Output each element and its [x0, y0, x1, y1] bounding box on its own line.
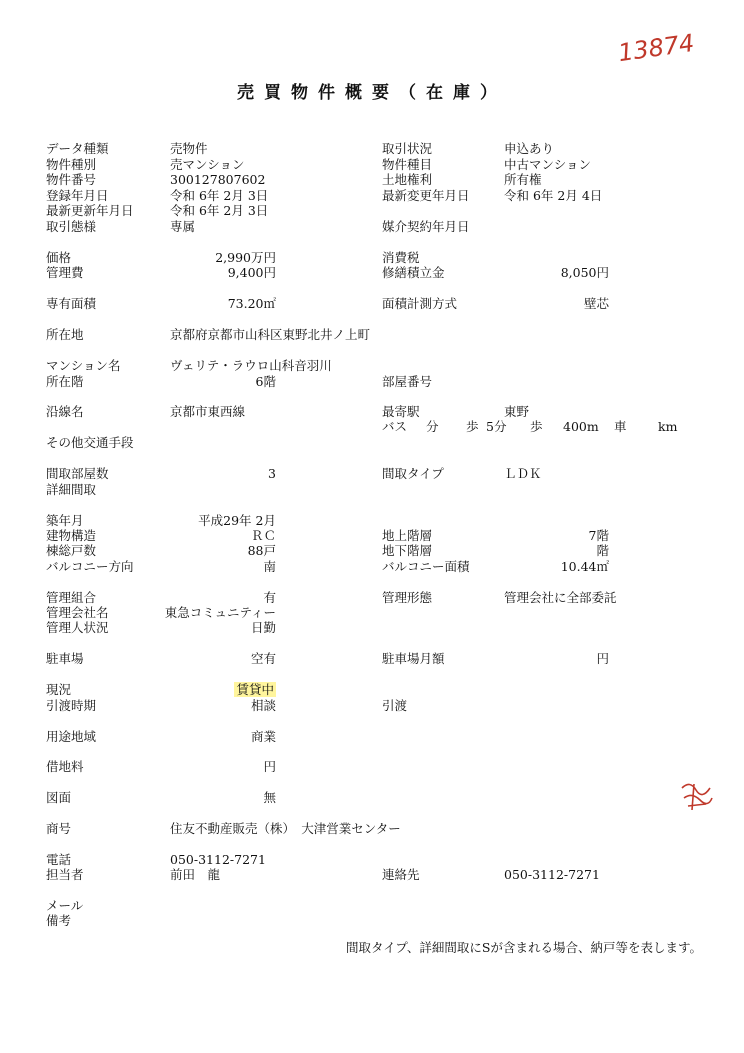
left-field-label: 詳細間取	[46, 482, 97, 497]
right-field-label: 媒介契約年月日	[382, 219, 470, 234]
right-field-value: 申込あり	[504, 141, 555, 156]
left-field-value: 専属	[170, 219, 196, 234]
left-field-label: マンション名	[46, 358, 121, 373]
transport-bus: バス	[382, 419, 408, 434]
left-field-value: 2,990万円	[215, 250, 276, 265]
handwritten-stamp-icon	[676, 778, 716, 814]
left-field-value: 空有	[250, 651, 276, 666]
left-field-value: 京都府京都市山科区東野北井ノ上町	[170, 327, 371, 342]
left-field-label: 借地料	[46, 759, 84, 774]
left-field-label: 専有面積	[46, 296, 97, 311]
left-field-value: 相談	[250, 698, 276, 713]
right-field-value: 050-3112-7271	[504, 867, 600, 882]
left-field-value: 売マンション	[170, 157, 245, 172]
right-field-label: 修繕積立金	[382, 265, 445, 280]
left-field-value: 前田 龍	[170, 867, 221, 882]
right-field-value: 中古マンション	[504, 157, 591, 172]
right-field-label: 最寄駅	[382, 404, 420, 419]
left-field-value: 無	[263, 790, 276, 805]
left-field-label: その他交通手段	[46, 435, 134, 450]
right-field-value: 令和 6年 2月 4日	[504, 188, 603, 203]
transport-km: km	[658, 419, 678, 434]
left-field-label: 管理費	[46, 265, 84, 280]
left-field-value: 050-3112-7271	[170, 852, 266, 867]
left-field-label: 駐車場	[46, 651, 84, 666]
left-field-label: 間取部屋数	[46, 466, 109, 481]
left-field-label: 引渡時期	[46, 698, 97, 713]
right-field-value: 7階	[588, 528, 609, 543]
left-field-label: 沿線名	[46, 404, 84, 419]
right-field-label: 面積計測方式	[382, 296, 458, 311]
left-field-value: 9,400円	[227, 265, 276, 280]
right-field-label: 土地権利	[382, 172, 433, 187]
left-field-value: 日勤	[250, 620, 276, 635]
right-field-label: 地下階層	[382, 543, 433, 558]
left-field-value: 売物件	[170, 141, 208, 156]
left-field-label: 所在地	[46, 327, 84, 342]
right-field-label: バルコニー面積	[382, 559, 470, 574]
right-field-value: ＬＤＫ	[504, 466, 542, 481]
left-field-value: 円	[263, 759, 276, 774]
document-title: 売買物件概要（在庫）	[237, 83, 507, 103]
right-field-label: 地上階層	[382, 528, 433, 543]
left-field-label: 所在階	[46, 374, 84, 389]
right-field-label: 管理形態	[382, 590, 433, 605]
left-field-value: 有	[263, 590, 276, 605]
left-field-value: 令和 6年 2月 3日	[170, 188, 269, 203]
right-field-label: 間取タイプ	[382, 466, 444, 481]
left-field-value: 賃貸中	[236, 682, 274, 697]
left-field-label: 商号	[46, 821, 72, 836]
left-field-label: 価格	[46, 250, 72, 265]
right-field-label: 最新変更年月日	[382, 188, 470, 203]
right-field-value: 円	[596, 651, 609, 666]
left-field-label: 担当者	[46, 867, 84, 882]
left-field-value: ヴェリテ・ラウロ山科音羽川	[170, 358, 332, 373]
left-field-label: バルコニー方向	[46, 559, 134, 574]
left-field-value: 88戸	[247, 543, 276, 558]
transport-distance: 400m	[563, 419, 599, 434]
left-field-label: 用途地域	[46, 729, 97, 744]
left-field-value: 南	[263, 559, 276, 574]
handwritten-number: 13874	[616, 28, 696, 68]
right-field-label: 駐車場月額	[382, 651, 445, 666]
left-field-label: 管理会社名	[46, 605, 109, 620]
right-field-value: 東野	[504, 404, 530, 419]
left-field-label: データ種類	[46, 141, 109, 156]
left-field-value: 73.20㎡	[227, 296, 276, 311]
right-field-label: 引渡	[382, 698, 408, 713]
left-field-label: 電話	[46, 852, 72, 867]
left-field-label: 物件番号	[46, 172, 97, 187]
right-field-label: 部屋番号	[382, 374, 433, 389]
footnote: 間取タイプ、詳細間取にSが含まれる場合、納戸等を表します。	[346, 940, 702, 955]
left-field-label: 棟総戸数	[46, 543, 97, 558]
transport-car: 車	[614, 419, 627, 434]
left-field-value: 平成29年 2月	[198, 513, 276, 528]
left-field-label: メール	[46, 898, 84, 913]
left-field-label: 最新更新年月日	[46, 203, 134, 218]
left-field-label: 取引態様	[46, 219, 97, 234]
left-field-label: 登録年月日	[46, 188, 109, 203]
left-field-value: 京都市東西線	[170, 404, 246, 419]
right-field-label: 連絡先	[382, 867, 420, 882]
right-field-label: 消費税	[382, 250, 420, 265]
transport-walk2: 歩	[530, 419, 543, 434]
right-field-value: 所有権	[504, 172, 542, 187]
right-field-label: 取引状況	[382, 141, 433, 156]
left-field-label: 物件種別	[46, 157, 97, 172]
left-field-value: ＲＣ	[250, 528, 276, 543]
left-field-value: 300127807602	[170, 172, 266, 187]
right-field-label: 物件種目	[382, 157, 433, 172]
right-field-value: 管理会社に全部委託	[504, 590, 617, 605]
transport-bus-min: 分	[426, 419, 439, 434]
left-field-label: 図面	[46, 790, 72, 805]
left-field-label: 管理組合	[46, 590, 97, 605]
right-field-value: 10.44㎡	[560, 559, 609, 574]
left-field-label: 現況	[46, 682, 72, 697]
left-field-value: 6階	[255, 374, 276, 389]
transport-walk-label: 歩	[466, 419, 479, 434]
right-field-value: 8,050円	[560, 265, 609, 280]
left-field-label: 管理人状況	[46, 620, 109, 635]
right-field-value: 階	[596, 543, 609, 558]
left-field-value: 住友不動産販売（株） 大津営業センター	[170, 821, 401, 836]
left-field-value: 商業	[250, 729, 276, 744]
left-field-value: 3	[268, 466, 276, 481]
right-field-value: 壁芯	[583, 296, 609, 311]
left-field-label: 建物構造	[46, 528, 97, 543]
transport-walk-min: 5分	[486, 419, 507, 434]
left-field-value: 東急コミュニティー	[164, 605, 276, 620]
left-field-value: 令和 6年 2月 3日	[170, 203, 269, 218]
left-field-label: 備考	[46, 913, 72, 928]
left-field-label: 築年月	[46, 513, 84, 528]
